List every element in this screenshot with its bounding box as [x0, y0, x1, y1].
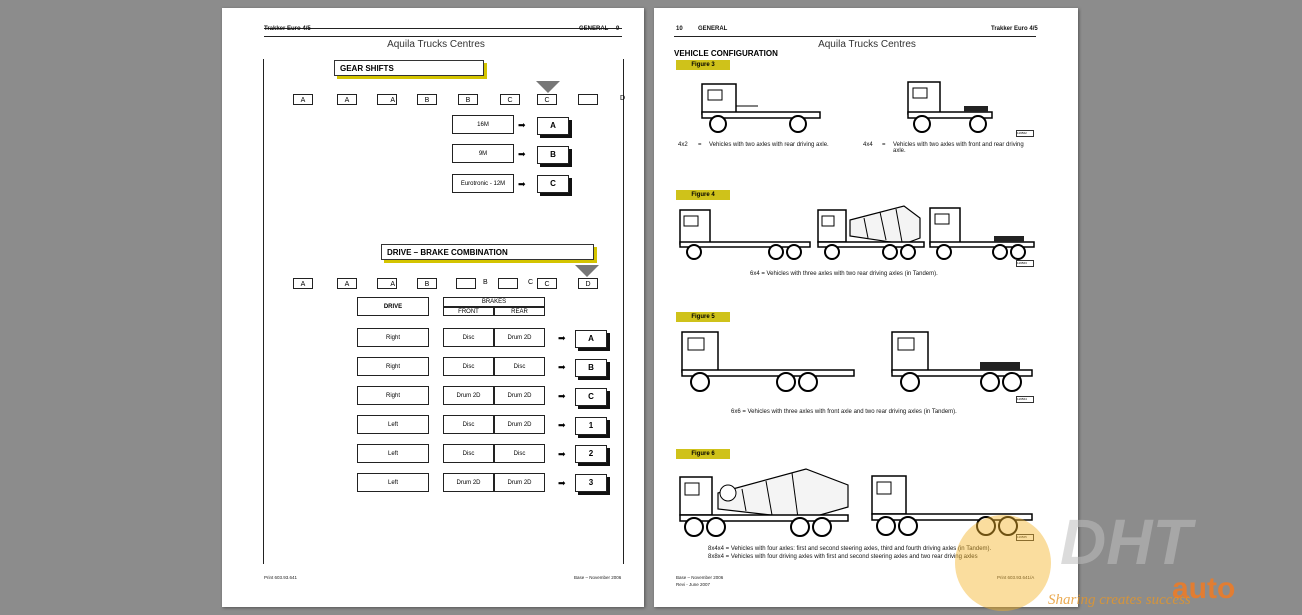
- arrow-right-icon: ➡: [518, 120, 526, 130]
- drive-cell: Left: [357, 415, 429, 434]
- drive-cell: Right: [357, 328, 429, 347]
- gear-result-box: A: [537, 117, 569, 135]
- figure-code: 119564: [1016, 396, 1034, 403]
- footer-revision: Revi - June 2007: [676, 582, 711, 587]
- front-brake-cell: Drum 2D: [443, 473, 494, 492]
- arrow-right-icon: ➡: [518, 179, 526, 189]
- tractor-6x4-illustration: [928, 204, 1038, 262]
- rear-brake-cell: Drum 2D: [494, 415, 545, 434]
- gear-letter-box: [578, 94, 598, 105]
- gear-letter-box: B: [417, 94, 437, 105]
- mixer-truck-6x4-illustration: [816, 198, 928, 262]
- caption-text: 8x8x4 = Vehicles with four driving axles with first and second steering axles and two rear driving axles: [708, 554, 978, 560]
- page-10: 10 GENERAL Trakker Euro 4/5 Aquila Trucks Centres VEHICLE CONFIGURATION Figure 3 119562 4x2 = Vehicles with two axles with rear driving axle. 4x4 = Vehicles with two axles with front and rear driving axle. Figure 4 119563 6x4 = Vehicles with three axles with two rear driving axles (in Tandem). Figure 5 119564 6x6 = Vehicles with three axles with front axle and two rear driving axles (in Tandem). Figure 6 119565 8x4x4 = Vehicles with four axles: first and second steering axles, third and fourth driving axles (in Tandem). 8x8x4 = Vehicles with four driving axles with first and second steering axles and two rear driving axles Base – November 2006 Revi - June 2007 Print 603.93.641/A: [654, 8, 1078, 607]
- rear-brake-cell: Drum 2D: [494, 473, 545, 492]
- gear-shifts-heading: GEAR SHIFTS: [334, 60, 484, 76]
- page-title: Aquila Trucks Centres: [387, 39, 485, 50]
- tractor-6x6-illustration: [888, 326, 1038, 396]
- drive-cell: Right: [357, 386, 429, 405]
- figure-code: 119565: [1016, 534, 1034, 541]
- header-rule: [264, 28, 622, 29]
- figure-label: Figure 4: [676, 190, 730, 200]
- front-brake-cell: Disc: [443, 357, 494, 376]
- front-brake-cell: Drum 2D: [443, 386, 494, 405]
- caption-text: 6x4 = Vehicles with three axles with two rear driving axles (in Tandem).: [750, 271, 938, 277]
- section-title: VEHICLE CONFIGURATION: [674, 49, 778, 58]
- brake-letter-box: B: [417, 278, 437, 289]
- gear-letter-box: A: [377, 94, 397, 105]
- rear-brake-cell: Disc: [494, 357, 545, 376]
- front-brake-cell: Disc: [443, 444, 494, 463]
- figure-code: 119562: [1016, 130, 1034, 137]
- truck-6x4-illustration: [676, 204, 816, 262]
- front-brake-cell: Disc: [443, 328, 494, 347]
- figure-code: 119563: [1016, 260, 1034, 267]
- drive-cell: Right: [357, 357, 429, 376]
- brake-letter-box: D: [578, 278, 598, 289]
- rear-brake-cell: Drum 2D: [494, 386, 545, 405]
- rear-brake-cell: Disc: [494, 444, 545, 463]
- gear-letter-box: C: [500, 94, 520, 105]
- header-section: GENERAL: [579, 26, 609, 32]
- caption-text: 8x4x4 = Vehicles with four axles: first and second steering axles, third and fourth driving axles (in Tandem).: [708, 546, 992, 552]
- brake-letter-box: [498, 278, 518, 289]
- gear-letter-text: D: [620, 95, 626, 102]
- header-left: Trakker Euro 4/5: [264, 26, 311, 32]
- gear-letter-box: A: [293, 94, 313, 105]
- brake-result-box: 2: [575, 445, 607, 463]
- watermark-circle: [955, 515, 1051, 611]
- caption-text: Vehicles with two axles with front and rear driving axle.: [893, 142, 1024, 154]
- footer-print: Print 603.93.641/A: [997, 575, 1035, 580]
- arrow-right-icon: ➡: [558, 449, 566, 459]
- truck-6x6-illustration: [678, 326, 858, 396]
- caption-text: Vehicles with two axles with rear driving axle.: [709, 142, 829, 148]
- gear-letter-box: A: [337, 94, 357, 105]
- header-rule-2: [264, 36, 622, 37]
- arrow-right-icon: ➡: [558, 362, 566, 372]
- drive-cell: Left: [357, 473, 429, 492]
- page-9: [222, 8, 644, 607]
- selector-triangle-icon: [536, 81, 560, 93]
- rear-brake-cell: Drum 2D: [494, 328, 545, 347]
- gear-result-box: B: [537, 146, 569, 164]
- caption-code: 4x4: [863, 142, 873, 148]
- page-number: 9: [616, 26, 620, 32]
- gear-letter-box: C: [537, 94, 557, 105]
- watermark-logo: DHT: [1060, 506, 1192, 578]
- mixer-truck-8x4x4-illustration: [676, 463, 852, 539]
- brake-letter-box: A: [377, 278, 397, 289]
- arrow-right-icon: ➡: [558, 333, 566, 343]
- caption-text: 6x6 = Vehicles with three axles with front axle and two rear driving axles (in Tandem).: [731, 409, 957, 415]
- brake-result-box: 1: [575, 417, 607, 435]
- gear-letter-box: B: [458, 94, 478, 105]
- truck-4x2-illustration: [698, 76, 828, 138]
- drive-cell: Left: [357, 444, 429, 463]
- figure-label: Figure 5: [676, 312, 730, 322]
- page-title: Aquila Trucks Centres: [818, 39, 916, 50]
- header-section: GENERAL: [698, 26, 728, 32]
- brake-result-box: 3: [575, 474, 607, 492]
- header-right: Trakker Euro 4/5: [991, 26, 1038, 32]
- brake-letter-text: B: [483, 279, 488, 286]
- figure-label: Figure 3: [676, 60, 730, 70]
- arrow-right-icon: ➡: [518, 149, 526, 159]
- header-rule: [674, 36, 1036, 37]
- brakes-header: BRAKES: [443, 297, 545, 307]
- footer-print: Print 603.93.641: [264, 575, 298, 580]
- gear-model-box: 16M: [452, 115, 514, 134]
- brake-result-box: B: [575, 359, 607, 377]
- drive-brake-heading: DRIVE – BRAKE COMBINATION: [381, 244, 594, 260]
- footer-base: Base – November 2006: [574, 575, 622, 580]
- caption-code: 4x2: [678, 142, 688, 148]
- footer-base: Base – November 2006: [676, 575, 724, 580]
- brake-letter-box: A: [293, 278, 313, 289]
- arrow-right-icon: ➡: [558, 420, 566, 430]
- gear-model-box: Eurotronic - 12M: [452, 174, 514, 193]
- truck-4x4-illustration: [904, 76, 1034, 138]
- gear-result-box: C: [537, 175, 569, 193]
- arrow-right-icon: ➡: [558, 478, 566, 488]
- brake-letter-box: C: [537, 278, 557, 289]
- arrow-right-icon: ➡: [558, 391, 566, 401]
- margin-line-right: [623, 59, 624, 564]
- page-number: 10: [676, 26, 683, 32]
- brake-letter-text: C: [528, 279, 534, 286]
- rear-header: REAR: [494, 307, 545, 316]
- front-header: FRONT: [443, 307, 494, 316]
- front-brake-cell: Disc: [443, 415, 494, 434]
- drive-header: DRIVE: [357, 297, 429, 316]
- figure-label: Figure 6: [676, 449, 730, 459]
- margin-line-left: [263, 59, 264, 564]
- watermark-brand: auto: [1172, 572, 1236, 605]
- gear-model-box: 9M: [452, 144, 514, 163]
- watermark-slogan: Sharing creates success: [1048, 592, 1191, 608]
- brake-letter-box: [456, 278, 476, 289]
- brake-letter-box: A: [337, 278, 357, 289]
- selector-triangle-icon: [575, 265, 599, 277]
- brake-result-box: C: [575, 388, 607, 406]
- brake-result-box: A: [575, 330, 607, 348]
